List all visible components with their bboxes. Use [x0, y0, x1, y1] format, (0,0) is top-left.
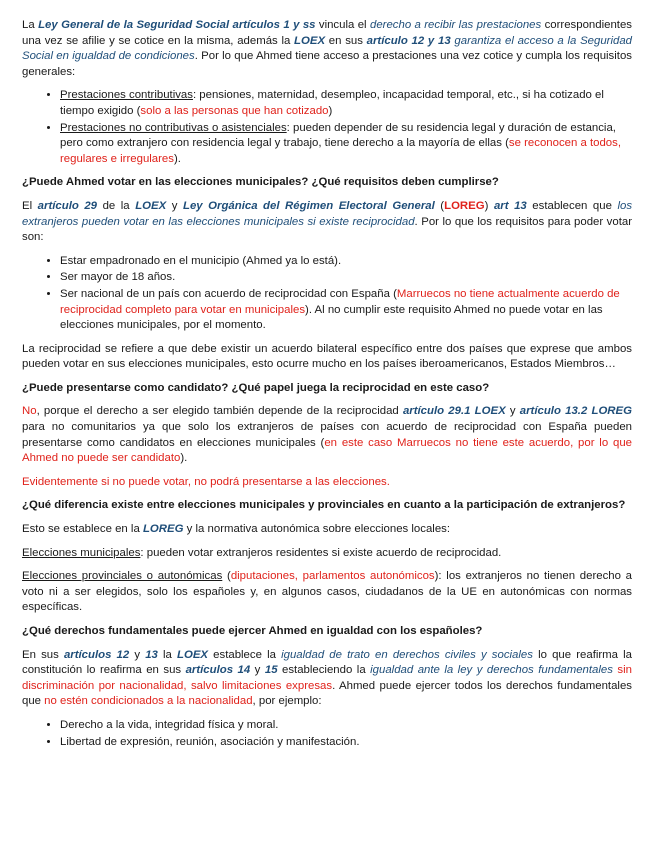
paragraph — [22, 404, 632, 466]
law-reference: artículo 29.1 LOEX — [402, 405, 506, 418]
item-title: Elecciones municipales — [22, 546, 141, 559]
text: Esto se establece en la — [22, 523, 143, 536]
highlight: igualdad de trato en derechos civiles y sociales — [281, 648, 533, 661]
note: Marruecos no tiene actualmente acuerdo de reciprocidad completo para votar en municipales — [60, 287, 620, 316]
section-heading: ¿Puede Ahmed votar en las elecciones municipales? ¿Qué requisitos deben cumplirse? — [22, 176, 499, 189]
text: . Por lo que Ahmed tiene acceso a prestaciones una vez cotice y cumpla los requisitos generales: — [22, 50, 632, 78]
conclusion: Evidentemente si no puede votar, no podrá presentarse a las elecciones. — [22, 475, 390, 488]
rights-list — [22, 718, 632, 750]
list-item — [60, 287, 632, 334]
note: sin discriminación por nacionalidad, salvo limitaciones expresas — [22, 664, 632, 692]
text: y — [250, 664, 265, 677]
text: La — [22, 19, 39, 31]
law-reference: 15 — [264, 664, 278, 677]
list-item: • Derecho a la vida, integridad física y moral. — [60, 718, 632, 734]
text: : pueden depender de su residencia legal y duración de estancia, pero como extranjero con residencia legal y trabajo, tiene derecho a la mayoría de ellas ( — [60, 121, 616, 150]
list-item: • Estar empadronado en el municipio (Ahmed ya lo está). — [60, 254, 632, 270]
requirements-list — [22, 254, 632, 334]
law-reference: artículo 29 — [37, 199, 98, 212]
document-page — [22, 18, 632, 758]
list-item: • Ser mayor de 18 años. — [60, 270, 632, 286]
text: ) — [328, 104, 333, 117]
law-reference: LOREG — [444, 199, 485, 212]
law-reference: Ley Orgánica del Régimen Electoral General — [182, 199, 435, 212]
text: : pueden votar extranjeros residentes si existe acuerdo de reciprocidad. — [140, 546, 502, 559]
law-reference: 13 — [145, 648, 158, 661]
note: no estén condicionados a la nacionalidad — [44, 695, 253, 708]
highlight: igualdad ante la ley y derechos fundamentales — [370, 664, 613, 677]
text: ) — [484, 199, 494, 212]
text: y — [505, 405, 520, 418]
highlight: los extranjeros pueden votar en las elecciones municipales si existe reciprocidad — [22, 199, 633, 228]
paragraph — [22, 569, 632, 616]
text: correspondientes una vez se afilie y se cotice en la misma, además la — [22, 19, 632, 47]
paragraph — [22, 522, 632, 538]
item-title: Prestaciones no contributivas o asistenciales — [60, 121, 287, 134]
text: establecen que — [526, 199, 618, 212]
text: El — [22, 199, 38, 212]
note: en este caso Marruecos no tiene este acuerdo, por lo que Ahmed no puede ser candidato — [22, 436, 632, 465]
law-reference: artículo 12 y 13 — [366, 34, 451, 47]
text: de la — [97, 199, 136, 212]
section-heading: ¿Puede presentarse como candidato? ¿Qué papel juega la reciprocidad en este caso? — [22, 381, 490, 394]
paragraph: La reciprocidad se refiere a que debe existir un acuerdo bilateral específico entre dos países que exprese que ambos pueden votar en sus elecciones municipales, esto ocurre mucho en los países iberoamericanos, Estados Miembros… — [22, 342, 632, 371]
text: en sus — [325, 34, 367, 47]
law-reference: LOEX — [177, 648, 209, 661]
item-title: Prestaciones contributivas — [60, 89, 193, 102]
text: ( — [222, 570, 231, 583]
text: establece la — [208, 648, 282, 661]
highlight: derecho a recibir las prestaciones — [369, 19, 542, 31]
benefits-list — [22, 88, 632, 167]
paragraph — [22, 648, 632, 710]
paragraph — [22, 199, 632, 246]
text: ). — [180, 452, 188, 465]
note: solo a las personas que han cotizado — [140, 104, 329, 117]
law-reference: artículo 13.2 LOREG — [519, 405, 632, 418]
text: ): los extranjeros no tienen derecho a voto ni a ser elegidos, solo los españoles y, en algunos casos, ciudadanos de la UE en autonómicas con normas específicas. — [22, 570, 632, 614]
law-reference: art 13 — [493, 199, 527, 212]
text: . Ahmed puede ejercer todos los derechos fundamentales que — [22, 679, 632, 708]
paragraph — [22, 546, 632, 562]
text: . Por lo que los requisitos para poder votar son: — [22, 215, 632, 244]
text: , por ejemplo: — [252, 695, 322, 708]
text: y — [129, 648, 146, 661]
list-item — [60, 121, 632, 168]
text: la — [157, 648, 178, 661]
law-reference: Ley General de la Seguridad Social artículos 1 y ss — [38, 19, 316, 31]
section-heading: ¿Qué diferencia existe entre elecciones municipales y provinciales en cuanto a la participación de extranjeros? — [22, 499, 626, 512]
text: vincula el — [315, 19, 370, 31]
text: , porque el derecho a ser elegido también depende de la reciprocidad — [36, 405, 403, 418]
section-heading: ¿Qué derechos fundamentales puede ejercer Ahmed en igualdad con los españoles? — [22, 625, 483, 637]
item-title: Elecciones provinciales o autonómicas — [22, 570, 223, 583]
text: Ser nacional de un país con acuerdo de reciprocidad con España ( — [60, 287, 397, 300]
text: ). Al no cumplir este requisito Ahmed no puede votar en las elecciones municipales, por el momento. — [60, 303, 603, 332]
law-reference: artículos 14 — [185, 664, 251, 677]
list-item — [60, 88, 632, 119]
answer: No — [22, 405, 37, 418]
text: lo que reafirma la constitución lo reafirma en sus — [22, 648, 633, 677]
text: : pensiones, maternidad, desempleo, incapacidad temporal, etc., si ha cotizado el tiempo exigido ( — [60, 89, 604, 117]
text: estableciendo la — [277, 664, 371, 677]
law-reference: LOEX — [135, 199, 167, 212]
text: y la normativa autonómica sobre elecciones locales: — [183, 523, 451, 536]
text: para no comunitarios ya que solo los extranjeros de países con acuerdo de reciprocidad con España pueden presentarse como candidatos en elecciones municipales ( — [22, 421, 632, 449]
intro-paragraph — [22, 18, 632, 80]
law-reference: artículos 12 — [63, 648, 130, 661]
note: diputaciones, parlamentos autonómicos — [230, 570, 435, 583]
text: ( — [434, 199, 445, 212]
text: y — [166, 199, 183, 212]
law-reference: LOREG — [142, 523, 184, 536]
list-item: • Libertad de expresión, reunión, asociación y manifestación. — [60, 735, 632, 751]
highlight: garantiza el acceso a la Seguridad Social en igualdad de condiciones — [22, 34, 632, 63]
law-reference: LOEX — [294, 34, 326, 47]
note: se reconocen a todos, regulares e irregulares — [60, 137, 622, 165]
text: ). — [173, 152, 181, 165]
text: En sus — [22, 648, 64, 661]
